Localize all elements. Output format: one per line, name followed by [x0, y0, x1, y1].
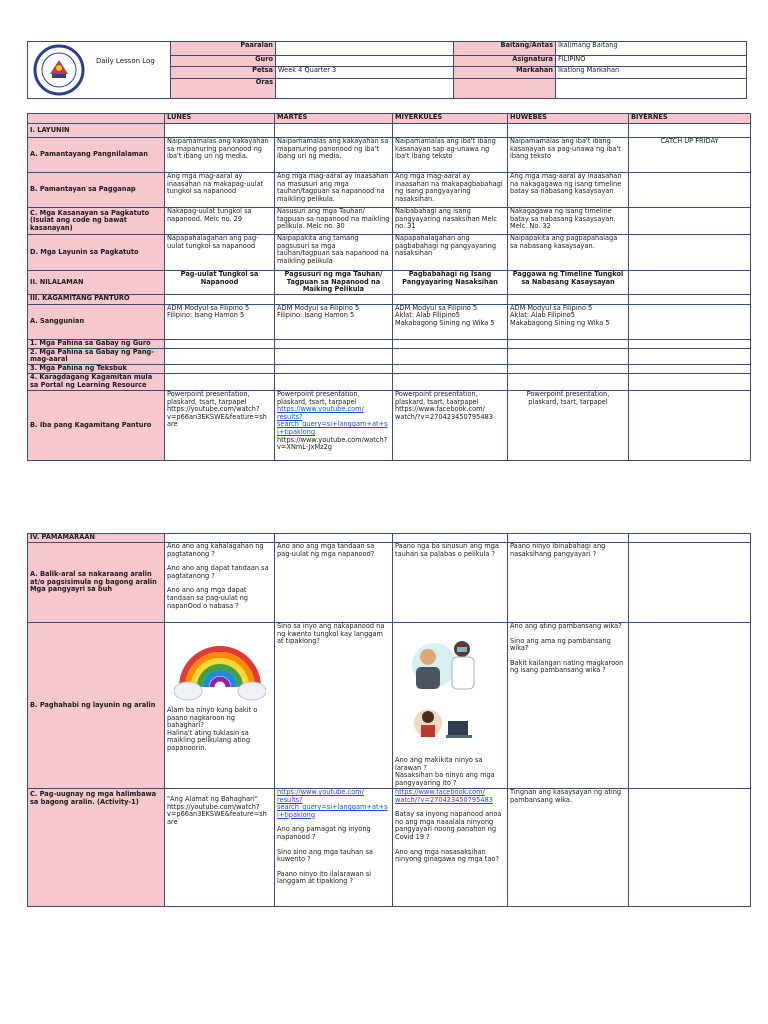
- cell: [165, 789, 275, 907]
- cell-line: https://youtube.com/watch?: [167, 802, 260, 811]
- cell: Naipapakita ang pagpapahalaga sa nabasang kasaysayan.: [508, 235, 629, 271]
- cell: [393, 789, 508, 907]
- empty-cell: [393, 124, 508, 138]
- cell-line: Ano ang mga nasasaksihan ninyong ginagawa ng mga tao?: [395, 847, 499, 864]
- cell-line: ADM Modyul sa Filipino 5: [395, 304, 478, 312]
- cell-line: Ano ano ang mga tandaan sa pag-uulat ng mga napanood?: [277, 542, 375, 558]
- cell-line: Sino ang ama ng pambansang wika?: [510, 636, 611, 653]
- empty-cell: [629, 373, 751, 390]
- cell-line: Powerpoint presentation,: [277, 390, 360, 398]
- cell-line: Nasaksihan ba ninyo ang mga pangyayaring ito ?: [395, 771, 495, 787]
- cell-line: Paano ninyo ibinabahagi ang nasaksihang pangyayari ?: [510, 542, 606, 558]
- empty-cell: [508, 373, 629, 390]
- logo-cell: [28, 42, 171, 99]
- cell-line: are: [167, 420, 178, 429]
- cell: Ang mga mag-aaral ay inaasahan na makapag-uulat tungkol sa napanood: [165, 173, 275, 208]
- value-asignatura: FILIPINO: [556, 56, 747, 67]
- cell-line: Ano ano ang dapat tandaan sa pagtatanong ?: [167, 564, 269, 580]
- cell: [275, 390, 393, 460]
- cell: Naipamamalas ang kakayahan sa mapanuring panonood ng iba't ibang uri ng media.: [275, 138, 393, 173]
- row-label: A. Balik-aral sa nakaraang aralin at/o pagsisimula ng bagong aralin Mga pangyayri sa buh: [28, 543, 165, 623]
- cell-line: v=p66an3EKSWE&feature=sh: [167, 810, 267, 819]
- label-asignatura: Asignatura: [454, 56, 556, 67]
- label-baitang: Baitang/Antas: [454, 42, 556, 56]
- cell: Napapahalagahan ang pag-uulat tungkol sa napanood: [165, 235, 275, 271]
- cell-line: Ano ang pamagat ng inyong napanood ?: [277, 825, 371, 841]
- cell-line: watch/?v=270423450795483: [395, 795, 493, 804]
- value-guro: [276, 56, 454, 67]
- empty-cell: [629, 390, 751, 460]
- cell: Naipamamalas ang iba't ibang kasanayan sa pag-unawa ng iba't ibang teksto: [508, 138, 629, 173]
- cell-line: plaskard, tsart, tarpapel: [277, 397, 357, 406]
- empty-cell: [275, 294, 393, 304]
- label-petsa: Petsa: [171, 67, 276, 79]
- cell-line: Ano ano ang mga dapat tandaan sa pag-uulat ng napanOod o nabasa ?: [167, 586, 248, 610]
- row-label: B. Paghahabi ng layunin ng aralin: [28, 623, 165, 789]
- header-table: [27, 41, 747, 99]
- row-label: 2. Mga Pahina sa Gabay ng Pang-mag-aaral: [28, 348, 165, 364]
- youtube-link[interactable]: [277, 789, 390, 819]
- youtube-link[interactable]: [277, 406, 390, 436]
- cell-line: Aklat: Alab Filipino5: [510, 311, 576, 320]
- section-layunin: I. LAYUNIN: [28, 124, 165, 138]
- cell: [393, 543, 508, 623]
- cell: [393, 390, 508, 460]
- cell-line: plaskard, tsart, tarpapel: [167, 397, 247, 406]
- cell: [508, 390, 629, 460]
- empty-cell: [629, 789, 751, 907]
- empty-cell: [629, 543, 751, 623]
- cell-line: v=p66an3EKSWE&feature=sh: [167, 412, 267, 421]
- cell-line: are: [167, 817, 178, 826]
- cell-line: Powerpoint presentation,: [395, 390, 478, 398]
- empty-cell: [629, 304, 751, 339]
- day-header: BIYERNES: [629, 114, 751, 124]
- cell: [629, 271, 751, 295]
- row-label: 3. Mga Pahina ng Teksbuk: [28, 364, 165, 373]
- cell: Nakagagawa ng isang timeline batay sa nabasang kasaysayan. Melc. No. 32: [508, 208, 629, 235]
- cell: Naipamamalas ang iba't ibang kasanayan sap ag-unawa ng iba't ibang teksto: [393, 138, 508, 173]
- cell: Paggawa ng Timeline Tungkol sa Nabasang Kasaysayan: [508, 271, 629, 295]
- empty-cell: [629, 348, 751, 364]
- cell: Pag-uulat Tungkol sa Napanood: [165, 271, 275, 295]
- cell-line: ADM Modyul sa Filipino 5: [277, 304, 360, 312]
- row-label: 1. Mga Pahina sa Gabay ng Guro: [28, 339, 165, 348]
- cell: [165, 390, 275, 460]
- cell-line: Paano ninyo ito ilalarawan si langgam at tipaklong ?: [277, 869, 372, 886]
- cell: Pagbabahagi ng Isang Pangyayaring Nasaksihan: [393, 271, 508, 295]
- day-header: MARTES: [275, 114, 393, 124]
- empty-cell: [629, 124, 751, 138]
- cell-line: https://www.youtube.com/: [277, 405, 364, 414]
- procedure-table: [27, 533, 751, 907]
- empty-cell: [165, 364, 275, 373]
- value-markahan: Ikatlong Markahan: [556, 67, 747, 79]
- row-label: C. Pag-uugnay ng mga halimbawa sa bagong aralin. (Activity-1): [28, 789, 165, 907]
- vaccination-picture: [400, 627, 500, 753]
- value-paaralan: [276, 42, 454, 56]
- cell: Ang mga mag-aaral ay inaasahan na masusuri ang mga tauhan/tagpuan sa napanood na maikling pelikula.: [275, 173, 393, 208]
- cell: [165, 543, 275, 623]
- cell-line: Sino sa inyo ang nakapanood na ng kwento tungkol kay langgam at tipaklong?: [277, 622, 385, 646]
- row-label: A. Sanggunian: [28, 304, 165, 339]
- cell-line: Tingnan ang kasaysayan ng ating pambansang wika.: [510, 788, 622, 804]
- empty-cell: [165, 348, 275, 364]
- cell-line: Sino sino ang mga tauhan sa kuwento ?: [277, 847, 373, 864]
- cell-line: https://youtube.com/watch?: [167, 405, 260, 414]
- label-paaralan: Paaralan: [171, 42, 276, 56]
- empty-cell: [393, 294, 508, 304]
- cell-line: https://www.facebook.com/: [395, 788, 485, 796]
- empty-cell: [275, 348, 393, 364]
- cell-line: Paano nga ba sinusuri ang mga tauhan sa palabas o pelikula ?: [395, 542, 499, 558]
- row-label: C. Mga Kasanayan sa Pagkatuto (Isulat ang code ng bawat kasanayan): [28, 208, 165, 235]
- cell-line: Powerpoint presentation,: [167, 390, 250, 398]
- cell-line: https://www.youtube.com/: [277, 788, 364, 796]
- cell: [508, 304, 629, 339]
- cell: [275, 789, 393, 907]
- cell: Nakapag-uulat tungkol sa napanood. Melc no. 29: [165, 208, 275, 235]
- cell: Pagsusuri ng mga Tauhan/ Tagpuan sa Napanood na Maiking Pelikula: [275, 271, 393, 295]
- cell: Ang mga mag-aaral ay inaasahan na nakagagawa ng isang timeline batay sa nabasang kasaysayan: [508, 173, 629, 208]
- empty-cell: [275, 373, 393, 390]
- empty-cell: [508, 348, 629, 364]
- cell-line: Halina't ating tuklasin sa maikling pelikulang ating papanoorin.: [167, 728, 251, 752]
- empty-cell: [508, 339, 629, 348]
- row-label: 4. Karagdagang Kagamitan mula sa Portal ng Learning Resource: [28, 373, 165, 390]
- cell: Napapahalagahan ang pagbabahagi ng pangyayaring nasaksihan: [393, 235, 508, 271]
- cell-line: Ano ano ang kahalagahan ng pagtatanong ?: [167, 542, 264, 558]
- empty-cell: [275, 534, 393, 543]
- value-blank: [556, 79, 747, 99]
- section-pamamaraan: IV. PAMAMARAAN: [28, 534, 165, 543]
- cell-line: "Ang Alamat ng Bahaghari": [167, 795, 258, 803]
- deped-seal-icon: [30, 44, 88, 96]
- document-title: Daily Lesson Log: [96, 57, 155, 65]
- empty-cell: [629, 339, 751, 348]
- empty-cell: [165, 124, 275, 138]
- cell-line: watch/?v=270423450795483: [395, 412, 493, 421]
- empty-cell: [629, 534, 751, 543]
- empty-cell: [629, 364, 751, 373]
- cell-line: plaskard, tsart, tarpapel: [528, 397, 608, 406]
- empty-cell: [275, 339, 393, 348]
- cell-line: Makabagong Sining ng Wika 5: [510, 318, 610, 327]
- cell: [165, 623, 275, 789]
- cell: [393, 623, 508, 789]
- day-header: HUWEBES: [508, 114, 629, 124]
- cell-line: Ano ang makikita ninyo sa larawan ?: [395, 756, 483, 772]
- cell-line: Makabagong Sining ng Wika 5: [395, 318, 495, 327]
- day-header: LUNES: [165, 114, 275, 124]
- cell-line: i+tipaklong: [277, 427, 316, 436]
- cell: Naibabahagi ang isang pangyayaring nasaksihan Melc no. 31: [393, 208, 508, 235]
- label-markahan: Markahan: [454, 67, 556, 79]
- cell: [508, 543, 629, 623]
- catch-up-friday: CATCH UP FRIDAY: [629, 138, 751, 173]
- cell-line: results?: [277, 412, 303, 421]
- row-label: A. Pamantayang Pangnilalaman: [28, 138, 165, 173]
- cell: [165, 304, 275, 339]
- cell-line: v=XNmL-JxMz2g: [277, 443, 332, 452]
- lesson-table: [27, 113, 751, 461]
- cell-line: i+tipaklong: [277, 810, 316, 819]
- cell: [629, 173, 751, 208]
- cell-line: ADM Modyul sa Filipino 5: [167, 304, 250, 312]
- empty-cell: [508, 364, 629, 373]
- empty-cell: [393, 339, 508, 348]
- row-label: B. Iba pang Kagamitang Panturo: [28, 390, 165, 460]
- empty-cell: [393, 348, 508, 364]
- empty-cell: [629, 294, 751, 304]
- cell-line: Ano ang ating pambansang wika?: [510, 622, 622, 630]
- row-label: B. Pamantayan sa Pagganap: [28, 173, 165, 208]
- cell: [275, 304, 393, 339]
- empty-cell: [275, 124, 393, 138]
- cell-line: plaskard, tsart, taarpapel: [395, 397, 479, 406]
- cell: Naipapakita ang tamang pagsusuri sa mga tauhan/tagpuan saa napanood na maikling pelikula: [275, 235, 393, 271]
- corner-cell: [28, 114, 165, 124]
- empty-cell: [508, 124, 629, 138]
- cell-line: search_query=si+langgam+at+s: [277, 420, 388, 429]
- cell: Nasusuri ang mga Tauhan/ tagpuan sa napanood na maikling pelikula. Melc no. 30: [275, 208, 393, 235]
- cell-line: ADM Modyul sa Filipino 5: [510, 304, 593, 312]
- empty-cell: [629, 623, 751, 789]
- value-baitang: Ikalimang Baitang: [556, 42, 747, 56]
- cell-line: search_query=si+langgam+at+s: [277, 803, 388, 812]
- cell-line: results?: [277, 795, 303, 804]
- cell-line: https://www.facebook.com/: [395, 405, 485, 414]
- row-label: D. Mga Layunin sa Pagkatuto: [28, 235, 165, 271]
- cell: [508, 623, 629, 789]
- cell-line: Bakit kailangan nating magkaroon ng isang pambansang wika ?: [510, 658, 624, 675]
- empty-cell: [165, 339, 275, 348]
- empty-cell: [393, 364, 508, 373]
- cell: Ang mga mag-aaral ay inaasahan na makapagbabahagi ng isang pangyayaring nasaksihan.: [393, 173, 508, 208]
- cell-line: https://www.youtube.com/watch?: [277, 435, 388, 444]
- cell-line: Aklat: Alab Filipino5: [395, 311, 461, 320]
- cell: [275, 543, 393, 623]
- label-blank: [454, 79, 556, 99]
- label-oras: Oras: [171, 79, 276, 99]
- empty-cell: [508, 294, 629, 304]
- cell: [508, 789, 629, 907]
- cell: [275, 623, 393, 789]
- label-guro: Guro: [171, 56, 276, 67]
- empty-cell: [165, 534, 275, 543]
- cell-line: Alam ba ninyo kung bakit o paano nagkaroon ng bahaghari?: [167, 706, 258, 730]
- cell: [393, 304, 508, 339]
- section-nilalaman: II. NILALAMAN: [28, 271, 165, 295]
- value-oras: [276, 79, 454, 99]
- cell: [629, 208, 751, 235]
- cell-line: Powerpoint presentation,: [526, 390, 610, 398]
- cell-line: Filipino: Isang Hamon 5: [167, 311, 245, 320]
- cell: [629, 235, 751, 271]
- empty-cell: [275, 364, 393, 373]
- cell: Naipamamalas ang kakayahan sa mapanuring panonood ng iba't ibang uri ng media.: [165, 138, 275, 173]
- cell-line: Batay sa inyong napanood anoa no ang mga naaalala ninyong pangyayari noong panahon ng Covid 19 ?: [395, 810, 502, 841]
- empty-cell: [165, 294, 275, 304]
- empty-cell: [165, 373, 275, 390]
- section-kagamitan: III. KAGAMITANG PANTURO: [28, 294, 165, 304]
- empty-cell: [508, 534, 629, 543]
- empty-cell: [393, 373, 508, 390]
- empty-cell: [393, 534, 508, 543]
- rainbow-picture: [174, 627, 266, 703]
- facebook-link[interactable]: [395, 789, 505, 804]
- cell-line: Filipino: Isang Hamon 5: [277, 311, 355, 320]
- day-header: MIYERKULES: [393, 114, 508, 124]
- value-petsa: Week 4 Quarter 3: [276, 67, 454, 79]
